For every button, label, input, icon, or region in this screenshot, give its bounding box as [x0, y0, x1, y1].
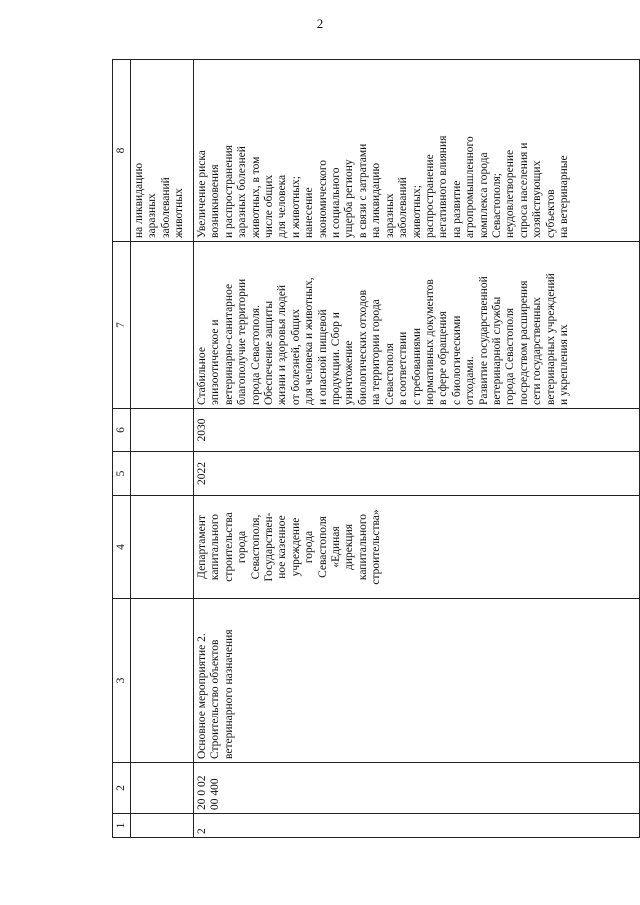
cell-text-line: животных [173, 188, 186, 238]
cell-text-line: числе общих [263, 174, 276, 238]
cell-text-line: «Единая [330, 526, 343, 568]
cell-text-line: уничтожение [343, 340, 356, 405]
cell-text-line: животных; [410, 185, 423, 238]
program-table [112, 59, 640, 838]
cell-text-line: эпизоотическое и [209, 319, 222, 405]
cell-text-line: на развитие [450, 180, 463, 238]
cell-text-line: и социального [330, 167, 343, 238]
table-cell [131, 599, 194, 763]
cell-text-line: в сфере обращения [437, 311, 450, 405]
header-cell: 3 [113, 599, 131, 763]
cell-text-line: Государствен- [263, 512, 276, 582]
end-year-cell: 2030 [194, 409, 640, 452]
code-cell [194, 763, 640, 814]
cell-text-line: агропромышленного [464, 136, 477, 238]
cell-text-line: города [236, 530, 249, 564]
cell-text-line: ветеринарного назначения [222, 629, 235, 759]
cell-text-line: и опасной пищевой [316, 309, 329, 405]
cell-text-line: нормативных документов [423, 279, 436, 405]
cell-text-line: Севастополя, [249, 514, 262, 580]
start-year-cell: 2022 [194, 452, 640, 496]
cell-text-line: строительства» [370, 509, 383, 585]
row-number-cell: 2 [194, 814, 640, 838]
cell-text-line: возникновения [209, 164, 222, 238]
cell-text-line: негативного влияния [437, 135, 450, 238]
continuation-row [131, 60, 194, 838]
table-cell [131, 763, 194, 814]
cell-text-line: Строительство объектов [209, 639, 222, 759]
cell-text-line: ное казенное [276, 515, 289, 579]
header-cell: 5 [113, 452, 131, 496]
cell-text-line: в связи с затратами [356, 143, 369, 238]
cell-text-line: Обеспечение защиты [263, 300, 276, 405]
cell-text-line: с требованиями [410, 327, 423, 405]
cell-text-line: посредством расширения [517, 280, 530, 405]
header-cell: 7 [113, 242, 131, 409]
cell-text-line: капитального [356, 513, 369, 581]
cell-text-line: Севастополя [383, 343, 396, 405]
header-cell: 2 [113, 763, 131, 814]
cell-text-line: жизни и здоровья людей [276, 285, 289, 405]
cell-text-line: дирекция [343, 523, 356, 571]
rotated-table-container [112, 60, 640, 838]
cell-text-line: для человека [276, 174, 289, 238]
cell-text-line: продукции. Сбор и [330, 312, 343, 405]
cell-text-line: благополучие территории [236, 278, 249, 405]
cell-text-line: ущерба региону [343, 159, 356, 238]
cell-text-line: строительства [222, 512, 235, 582]
cell-text-line: Стабильное [196, 347, 208, 405]
consequences-cell [194, 60, 640, 242]
continuation-consequences-cell [131, 60, 194, 242]
cell-text-line: ветеринарных учреждений [544, 273, 557, 405]
cell-text-line: экономического [316, 159, 329, 238]
cell-text-line: на ветеринарные [557, 155, 570, 238]
table-cell [131, 242, 194, 409]
table-row [194, 60, 640, 838]
cell-text-line: на ликвидацию [133, 162, 145, 238]
table-cell [131, 409, 194, 452]
table-cell [131, 496, 194, 599]
cell-text-line: с биологическими [450, 315, 463, 405]
table-cell [131, 814, 194, 838]
cell-text-line: и распространения [222, 145, 235, 238]
cell-text-line: 00 400 [209, 778, 222, 810]
header-cell: 1 [113, 814, 131, 838]
cell-text-line: Развитие государственной [477, 276, 490, 405]
cell-text-line: города Севастополя [504, 308, 517, 405]
cell-text-line: хозяйствующих [531, 160, 544, 238]
cell-text-line: животных, в том [249, 156, 262, 238]
cell-text-line: заразных болезней [236, 146, 249, 238]
cell-text-line: субъектов [544, 189, 557, 238]
cell-text-line: для человека и животных, [303, 277, 316, 405]
cell-text-line: нанесение [303, 187, 316, 238]
cell-text-line: и укрепления их [557, 324, 570, 405]
cell-text-line: на ликвидацию [370, 162, 383, 238]
cell-text-line: ветеринарно-санитарное [222, 283, 235, 405]
cell-text-line: спроса населения и [517, 142, 530, 238]
header-cell: 6 [113, 409, 131, 452]
table-cell [131, 452, 194, 496]
expected-result-cell [194, 242, 640, 409]
cell-text-line: учреждение [289, 517, 302, 577]
header-cell: 8 [113, 60, 131, 242]
cell-text-line: распространение [423, 154, 436, 238]
cell-text-line: заболеваний [159, 177, 172, 238]
cell-text-line: в соответствии [397, 331, 410, 405]
header-row [113, 60, 131, 838]
executor-cell [194, 496, 640, 599]
cell-text-line: заразных [146, 193, 159, 238]
cell-text-line: неудовлетворение [504, 149, 517, 238]
cell-text-line: капитального [209, 513, 222, 581]
cell-text-line: на территории города [370, 299, 383, 405]
cell-text-line: Основное мероприятие 2. [196, 633, 208, 759]
cell-text-line: сети государственных [531, 297, 544, 405]
page-number: 2 [316, 16, 324, 31]
cell-text-line: Увеличение риска [196, 150, 208, 238]
cell-text-line: комплекса города [477, 152, 490, 238]
measure-name-cell [194, 599, 640, 763]
cell-text-line: города Севастополя. [249, 305, 262, 405]
cell-text-line: и животных; [289, 176, 302, 238]
cell-text-line: заразных [383, 193, 396, 238]
cell-text-line: города [303, 530, 316, 564]
header-cell: 4 [113, 496, 131, 599]
cell-text-line: отходами. [464, 356, 477, 405]
cell-text-line: 20 0 02 [196, 775, 208, 810]
cell-text-line: от болезней, общих [289, 309, 302, 405]
cell-text-line: биологических отходов [356, 290, 369, 405]
cell-text-line: ветеринарной службы [490, 296, 503, 405]
cell-text-line: заболеваний [397, 177, 410, 238]
cell-text-line: Департамент [196, 515, 208, 579]
cell-text-line: Севастополя; [490, 172, 503, 238]
cell-text-line: Севастополя [316, 516, 329, 578]
